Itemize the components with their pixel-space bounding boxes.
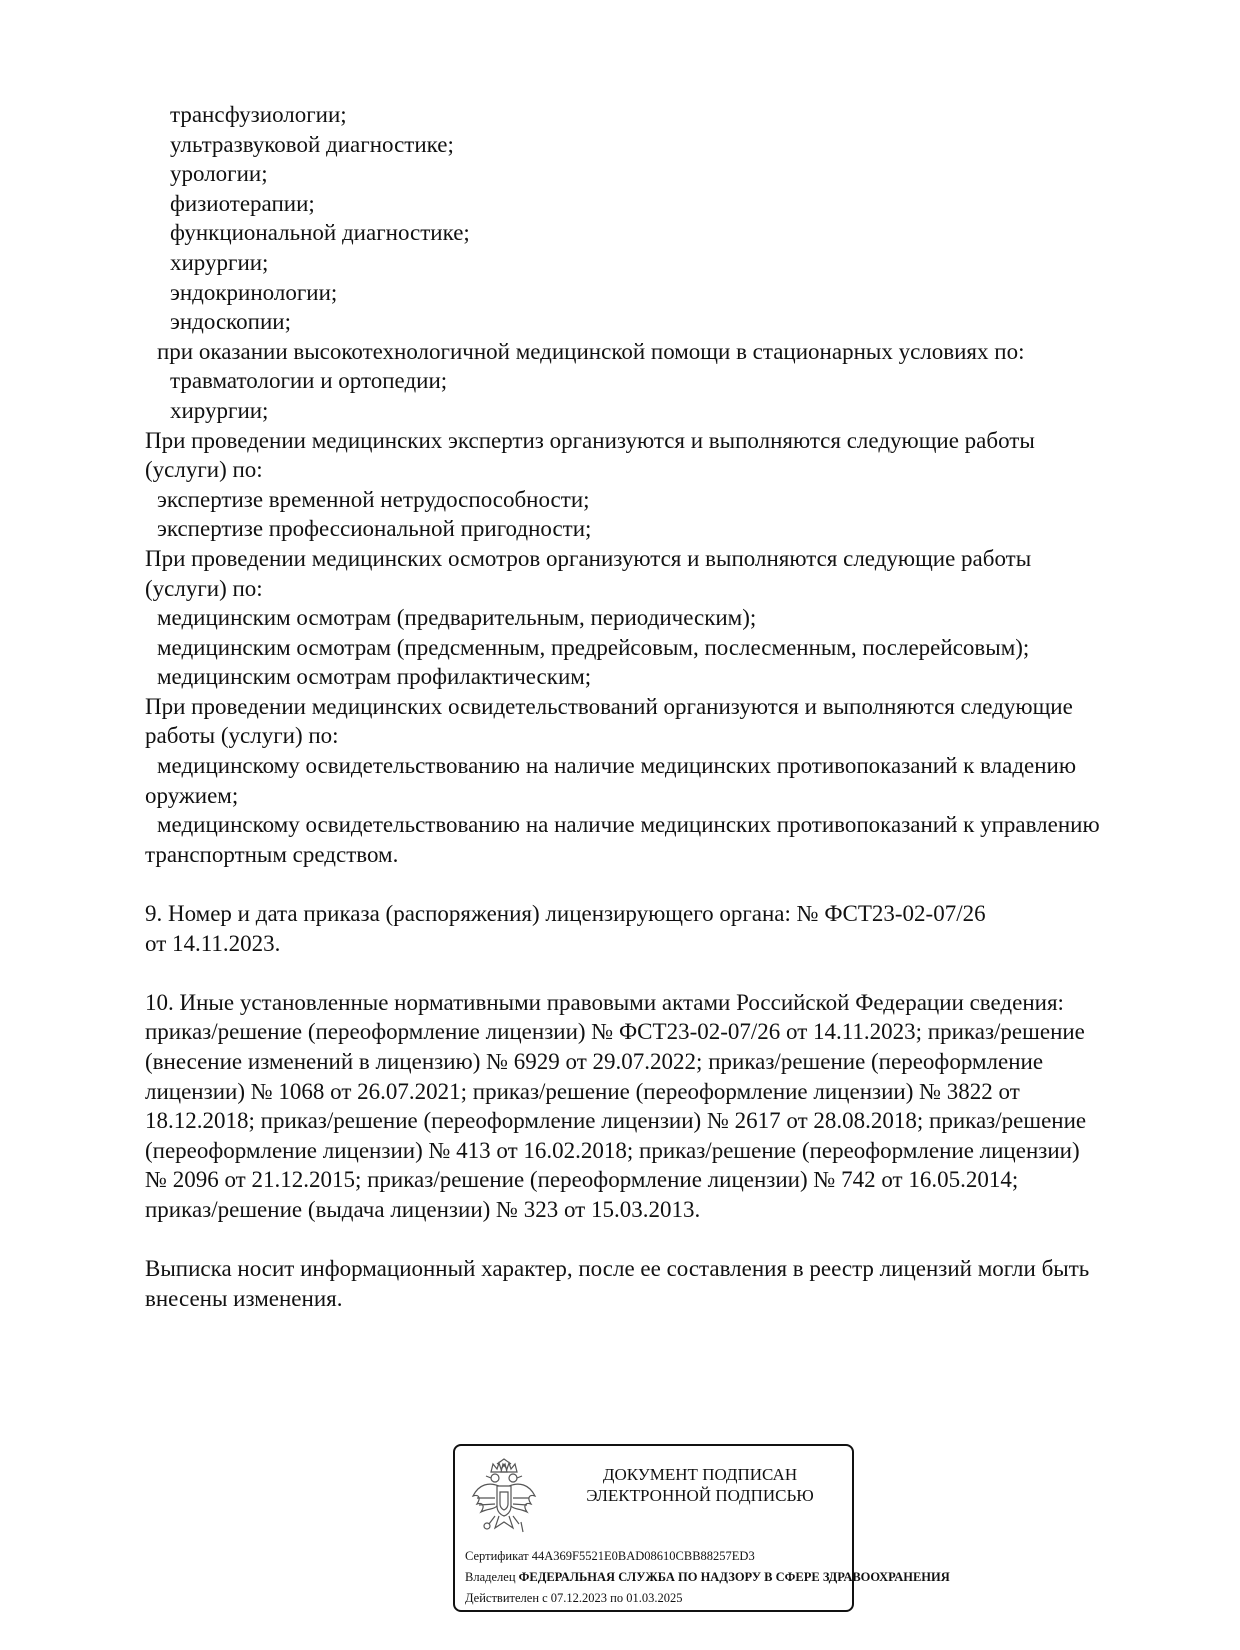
certificate-line xyxy=(465,1546,950,1567)
spacer xyxy=(145,958,1165,988)
validity-line: Действителен с 07.12.2023 по 01.03.2025 xyxy=(465,1591,683,1605)
text-line: При проведении медицинских экспертиз организуются и выполняются следующие работы xyxy=(145,427,1035,453)
text-line: работы (услуги) по: xyxy=(145,723,339,749)
text-line: 18.12.2018; приказ/решение (переоформление лицензии) № 2617 от 28.08.2018; приказ/решение xyxy=(145,1108,1087,1134)
text-line: медицинским осмотрам (предварительным, периодическим); xyxy=(157,605,757,631)
owner-label: Владелец xyxy=(465,1570,516,1584)
text-line: медицинскому освидетельствованию на наличие медицинских противопоказаний к управлению xyxy=(157,812,1100,838)
section-9-order-number xyxy=(145,899,1165,958)
text-line: медицинским осмотрам профилактическим; xyxy=(157,664,592,690)
text-line: 10. Иные установленные нормативными правовыми актами Российской Федерации сведения: xyxy=(145,989,1064,1015)
informational-note xyxy=(145,1254,1165,1313)
stamp-details xyxy=(465,1546,950,1609)
text-line: 9. Номер и дата приказа (распоряжения) лицензирующего органа: № ФСТ23-02-07/26 xyxy=(145,901,986,927)
text-line: хирургии; xyxy=(170,397,269,423)
text-line: эндокринологии; xyxy=(170,279,338,305)
text-line: Выписка носит информационный характер, после ее составления в реестр лицензий могли быть xyxy=(145,1256,1090,1282)
stamp-title-line1: ДОКУМЕНТ ПОДПИСАН xyxy=(602,1465,798,1484)
text-line: экспертизе профессиональной пригодности; xyxy=(157,516,592,542)
text-line: функциональной диагностике; xyxy=(170,220,470,246)
text-line: трансфузиологии; xyxy=(170,102,347,127)
text-line: оружием; xyxy=(145,782,239,808)
owner-line xyxy=(465,1567,950,1588)
text-line: При проведении медицинских осмотров организуются и выполняются следующие работы xyxy=(145,545,1032,571)
certificate-value: 44A369F5521E0BAD08610CBB88257ED3 xyxy=(531,1549,755,1563)
text-line: медицинским осмотрам (предсменным, предрейсовым, послесменным, послерейсовым); xyxy=(157,634,1030,660)
text-line: транспортным средством. xyxy=(145,841,399,867)
text-line: травматологии и ортопедии; xyxy=(170,368,448,394)
certificate-label: Сертификат xyxy=(465,1549,529,1563)
spacer xyxy=(145,1225,1165,1255)
document-body xyxy=(145,100,1165,1313)
electronic-signature-stamp xyxy=(453,1444,950,1612)
text-line: лицензии) № 1068 от 26.07.2021; приказ/решение (переоформление лицензии) № 3822 от xyxy=(145,1078,1020,1104)
text-line: хирургии; xyxy=(170,249,269,275)
text-line: (услуги) по: xyxy=(145,457,263,483)
stamp-title-line2: ЭЛЕКТРОННОЙ ПОДПИСЬЮ xyxy=(586,1486,814,1505)
owner-value: ФЕДЕРАЛЬНАЯ СЛУЖБА ПО НАДЗОРУ В СФЕРЕ ЗДРАВООХРАНЕНИЯ xyxy=(518,1570,950,1584)
text-line: физиотерапии; xyxy=(170,190,315,216)
text-line: (внесение изменений в лицензию) № 6929 от 29.07.2022; приказ/решение (переоформление xyxy=(145,1049,1044,1074)
text-line: урологии; xyxy=(170,161,268,187)
spacer xyxy=(145,869,1165,899)
text-line: приказ/решение (выдача лицензии) № 323 от 15.03.2013. xyxy=(145,1196,701,1222)
text-line: ультразвуковой диагностике; xyxy=(170,131,454,157)
text-line: приказ/решение (переоформление лицензии) № ФСТ23-02-07/26 от 14.11.2023; приказ/решение xyxy=(145,1019,1085,1045)
section-10-other-info xyxy=(145,988,1165,1225)
text-line: внесены изменения. xyxy=(145,1285,343,1311)
text-line: от 14.11.2023. xyxy=(145,930,281,956)
text-line: при оказании высокотехнологичной медицинской помощи в стационарных условиях по: xyxy=(157,338,1025,364)
text-line: При проведении медицинских освидетельствований организуются и выполняются следующие xyxy=(145,693,1073,719)
text-line: № 2096 от 21.12.2015; приказ/решение (переоформление лицензии) № 742 от 16.05.2014; xyxy=(145,1167,1019,1193)
stamp-title xyxy=(555,1464,845,1506)
text-line: эндоскопии; xyxy=(170,309,291,335)
russian-coat-of-arms-icon xyxy=(469,1458,539,1538)
text-line: медицинскому освидетельствованию на наличие медицинских противопоказаний к владению xyxy=(157,753,1077,779)
text-line: (переоформление лицензии) № 413 от 16.02.2018; приказ/решение (переоформление лицензии) xyxy=(145,1137,1080,1163)
text-line: экспертизе временной нетрудоспособности; xyxy=(157,486,590,512)
licensed-works-list xyxy=(145,100,1165,869)
text-line: (услуги) по: xyxy=(145,575,263,601)
